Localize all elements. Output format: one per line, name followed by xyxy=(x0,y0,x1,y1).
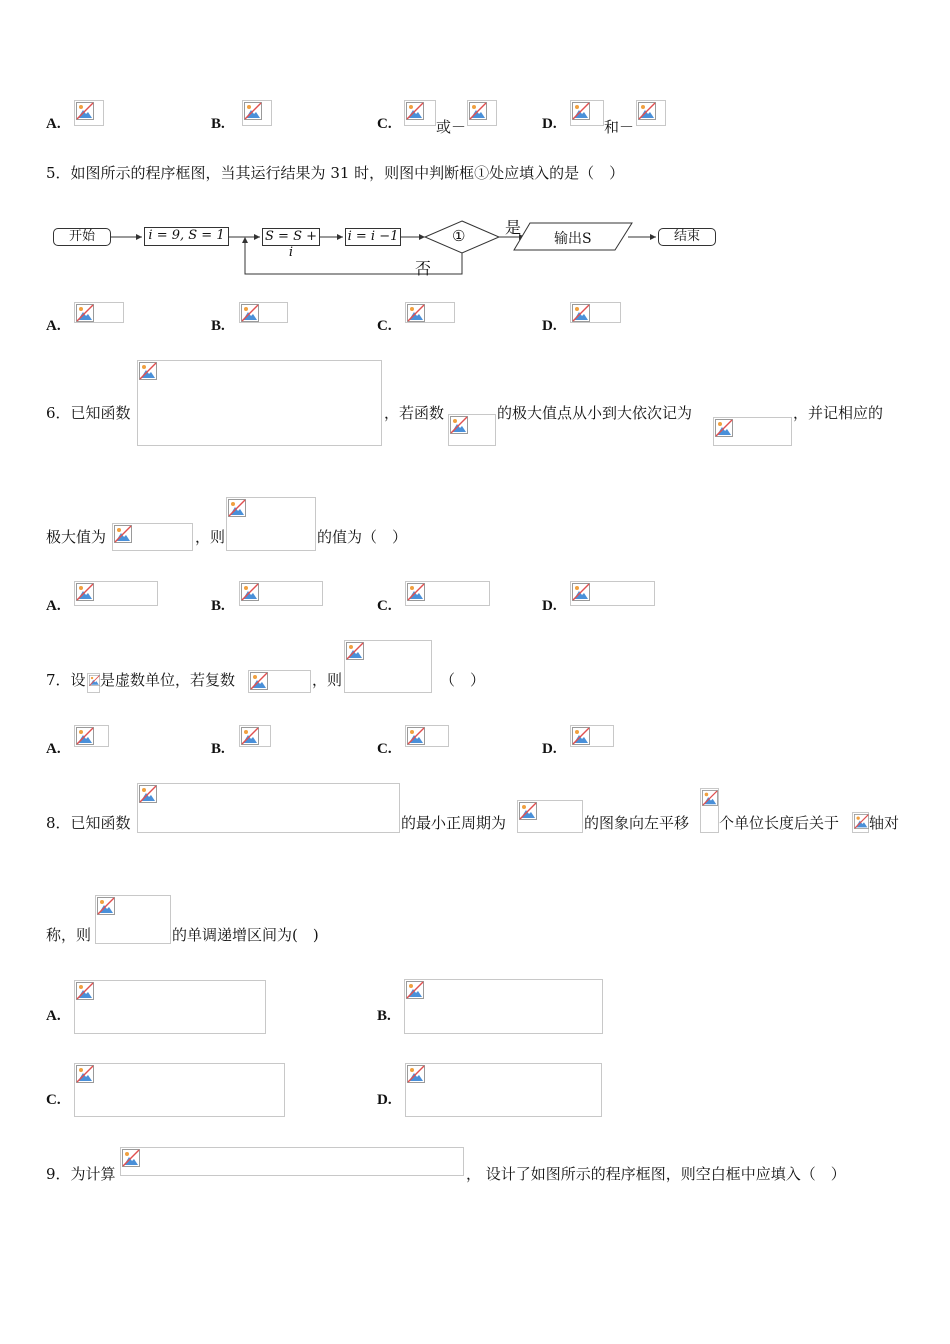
image-placeholder-icon xyxy=(700,788,719,833)
option-d-label: D. xyxy=(542,318,557,334)
option-c-label: C. xyxy=(46,1092,61,1108)
image-placeholder-icon xyxy=(405,581,490,606)
option-a-label: A. xyxy=(46,598,61,614)
option-a-label: A. xyxy=(46,1008,61,1024)
option-b-label: B. xyxy=(377,1008,391,1024)
option-d-label: D. xyxy=(542,741,557,757)
image-placeholder-icon xyxy=(239,581,323,606)
image-placeholder-icon xyxy=(239,302,288,323)
image-placeholder-icon xyxy=(248,670,311,693)
image-placeholder-icon xyxy=(404,979,603,1034)
image-placeholder-icon xyxy=(405,1063,602,1117)
flowchart-connectors xyxy=(0,0,950,300)
flow-end: 结束 xyxy=(658,228,716,246)
flow-decision-label: ① xyxy=(452,227,466,245)
image-placeholder-icon xyxy=(74,1063,285,1117)
option-b-label: B. xyxy=(211,318,225,334)
image-placeholder-icon xyxy=(87,673,100,693)
question-9-text: 9．为计算 xyxy=(46,1165,116,1183)
option-d-label: D. xyxy=(542,598,557,614)
option-c-label: C. xyxy=(377,741,392,757)
image-placeholder-icon xyxy=(74,725,109,747)
image-placeholder-icon xyxy=(137,783,400,833)
flow-no-label: 否 xyxy=(415,259,432,278)
image-placeholder-icon xyxy=(137,360,382,446)
question-8-text: 个单位长度后关于 xyxy=(719,814,840,832)
or-text: 或－ xyxy=(436,118,467,136)
question-5-stem: 5．如图所示的程序框图，当其运行结果为 31 时，则图中判断框①处应填入的是（ ） xyxy=(46,164,625,182)
option-b-label: B. xyxy=(211,741,225,757)
image-placeholder-icon xyxy=(74,980,266,1034)
question-7-text: （ ） xyxy=(440,671,486,689)
question-8-text: 的单调递增区间为( ) xyxy=(172,926,319,944)
question-6-text: ，若函数 xyxy=(384,404,445,422)
question-8-text: 称，则 xyxy=(46,926,92,944)
image-placeholder-icon xyxy=(517,800,583,833)
option-a-label: A. xyxy=(46,116,61,132)
flow-assign-i: i = i −1 xyxy=(345,228,401,246)
question-7-text: ，则 xyxy=(312,671,343,689)
option-d-label: D. xyxy=(542,116,557,132)
option-c-label: C. xyxy=(377,318,392,334)
option-d-label: D. xyxy=(377,1092,392,1108)
question-8-text: 轴对 xyxy=(869,814,900,832)
question-7-text: 7．设 xyxy=(46,671,86,689)
question-6-text: 的极大值点从小到大依次记为 xyxy=(497,404,693,422)
option-a-label: A. xyxy=(46,741,61,757)
image-placeholder-icon xyxy=(112,523,193,551)
image-placeholder-icon xyxy=(344,640,432,693)
and-text: 和－ xyxy=(604,118,635,136)
image-placeholder-icon xyxy=(405,302,455,323)
option-c-label: C. xyxy=(377,598,392,614)
question-6-text: 的值为（ ） xyxy=(317,528,408,546)
question-8-text: 8．已知函数 xyxy=(46,814,131,832)
question-9-text: ， 设计了如图所示的程序框图，则空白框中应填入（ ） xyxy=(466,1165,846,1183)
question-6-text: ，则 xyxy=(195,528,226,546)
flow-yes-label: 是 xyxy=(505,218,522,237)
image-placeholder-icon xyxy=(405,725,449,747)
image-placeholder-icon xyxy=(448,414,496,446)
image-placeholder-icon xyxy=(74,581,158,606)
flow-assign-s: S = S + i xyxy=(262,228,320,246)
image-placeholder-icon xyxy=(120,1147,464,1176)
image-placeholder-icon xyxy=(570,302,621,323)
option-b-label: B. xyxy=(211,116,225,132)
image-placeholder-icon xyxy=(95,895,171,944)
image-placeholder-icon xyxy=(570,725,614,747)
question-8-text: 的最小正周期为 xyxy=(401,814,507,832)
question-7-text: 是虚数单位，若复数 xyxy=(100,671,236,689)
question-6-text: 6．已知函数 xyxy=(46,404,131,422)
image-placeholder-icon xyxy=(226,497,316,551)
option-a-label: A. xyxy=(46,318,61,334)
option-b-label: B. xyxy=(211,598,225,614)
question-6-text: ，并记相应的 xyxy=(793,404,884,422)
question-6-text: 极大值为 xyxy=(46,528,107,546)
option-c-label: C. xyxy=(377,116,392,132)
flow-init: i = 9, S = 1 xyxy=(144,227,229,246)
flow-start: 开始 xyxy=(53,228,111,246)
image-placeholder-icon xyxy=(713,417,792,446)
image-placeholder-icon xyxy=(570,581,655,606)
image-placeholder-icon xyxy=(852,812,869,833)
image-placeholder-icon xyxy=(239,725,271,747)
question-8-text: 的图象向左平移 xyxy=(584,814,690,832)
image-placeholder-icon xyxy=(74,302,124,323)
flow-output-label: 输出S xyxy=(554,231,592,247)
